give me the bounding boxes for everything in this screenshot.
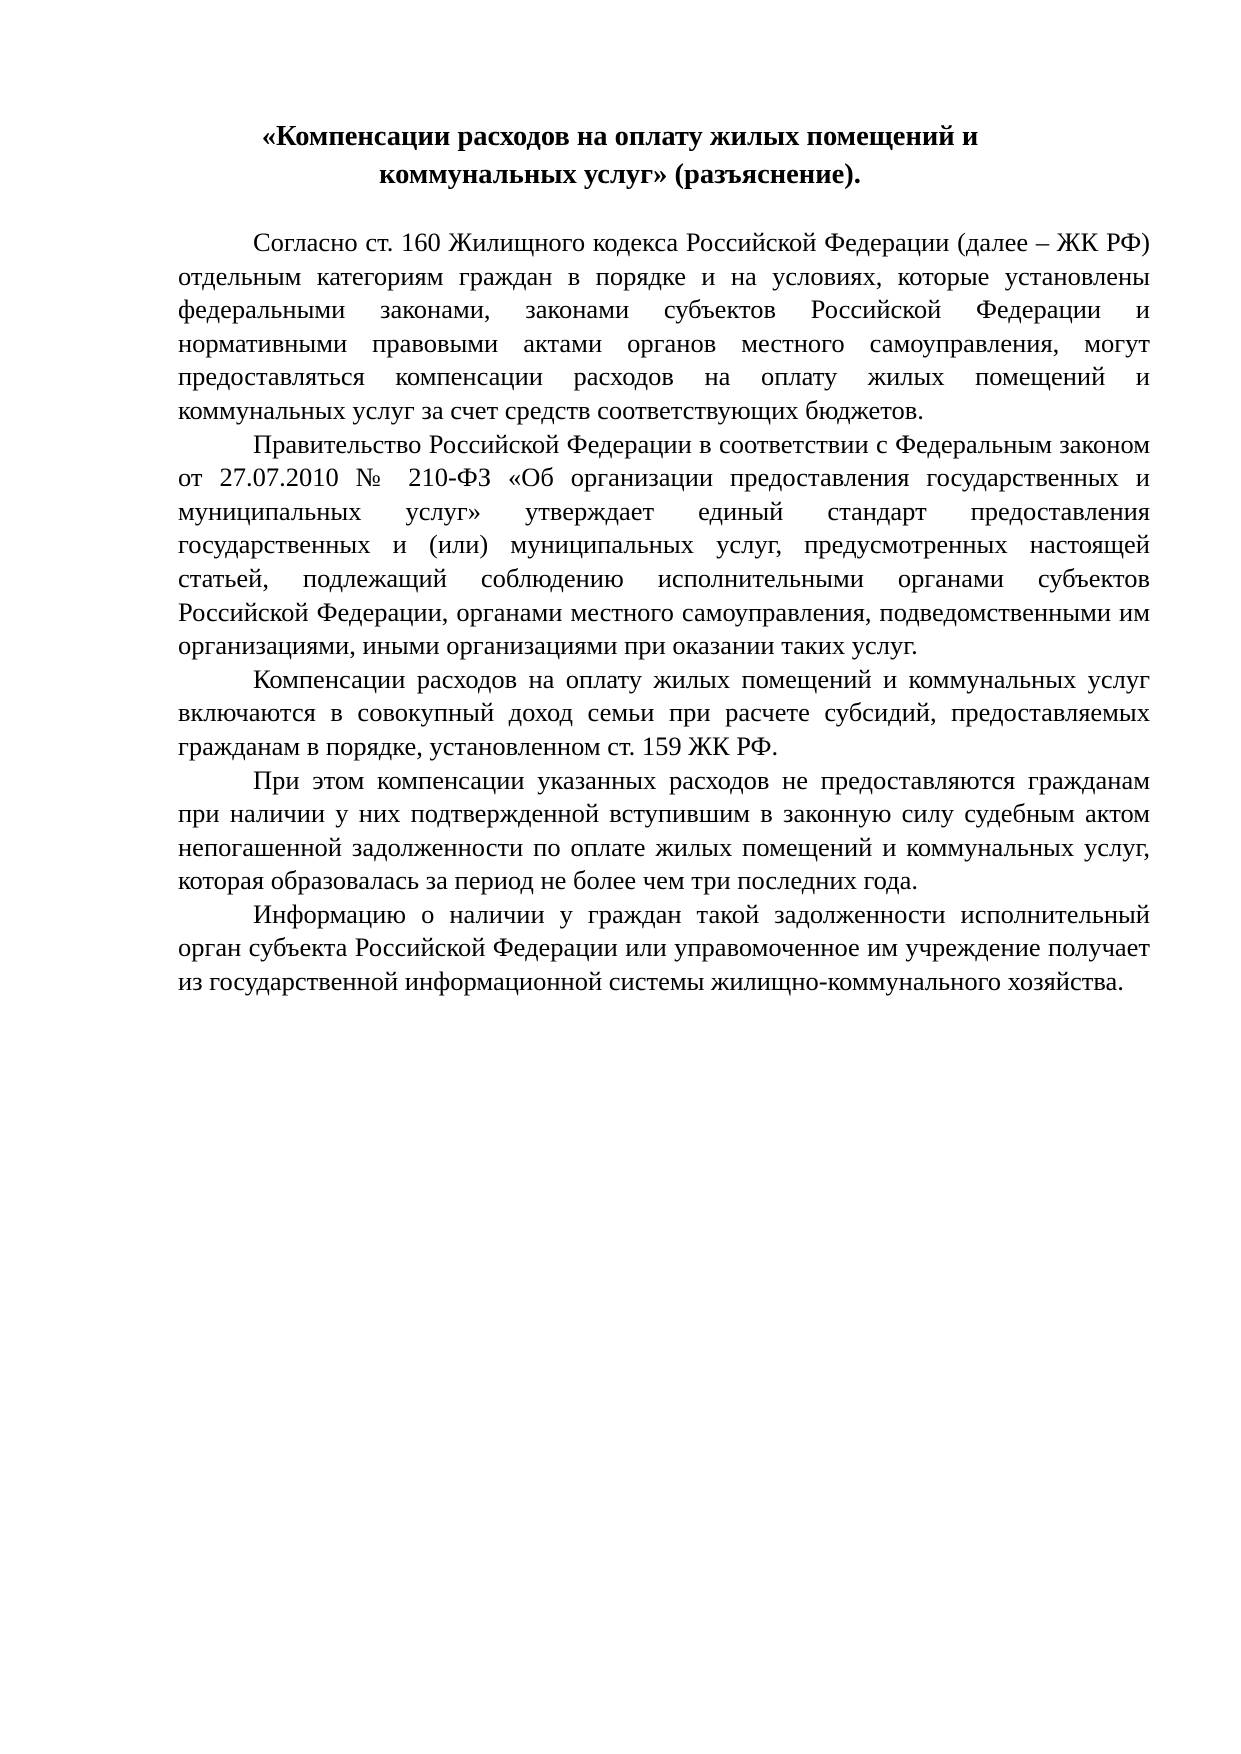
paragraph: Правительство Российской Федерации в соответствии с Федеральным законом от 27.07.2010 № 210-ФЗ «Об организации предоставления государственных и муниципальных услуг» утверждает единый стандарт предоставления государственных и (или) муниципальных услуг, предусмотренных настоящей статьей, подлежащий соблюдению исполнительными органами субъектов Российской Федерации, органами местного самоуправления, подведомственными им организациями, иными организациями при оказании таких услуг. [178,428,1150,661]
paragraph: При этом компенсации указанных расходов не предоставляются гражданам при наличии у них подтвержденной вступившим в законную силу судебным актом непогашенной задолженности по оплате жилых помещений и коммунальных услуг, которая образовалась за период не более чем три последних года. [178,764,1150,896]
paragraph: Согласно ст. 160 Жилищного кодекса Российской Федерации (далее – ЖК РФ) отдельным категориям граждан в порядке и на условиях, которые установлены федеральными законами, законами субъектов Российской Федерации и нормативными правовыми актами органов местного самоуправления, могут предоставляться компенсации расходов на оплату жилых помещений и коммунальных услуг за счет средств соответствующих бюджетов. [178,227,1150,425]
document-title: «Компенсации расходов на оплату жилых помещений и коммунальных услуг» (разъяснение). [261,121,979,190]
document-body [178,226,1150,999]
paragraph: Информацию о наличии у граждан такой задолженности исполнительный орган субъекта Российской Федерации или управомоченное им учреждение получает из государственной информационной системы жилищно-коммунального хозяйства. [178,898,1150,997]
paragraph: Компенсации расходов на оплату жилых помещений и коммунальных услуг включаются в совокупный доход семьи при расчете субсидий, предоставляемых гражданам в порядке, установленном ст. 159 ЖК РФ. [178,663,1150,761]
